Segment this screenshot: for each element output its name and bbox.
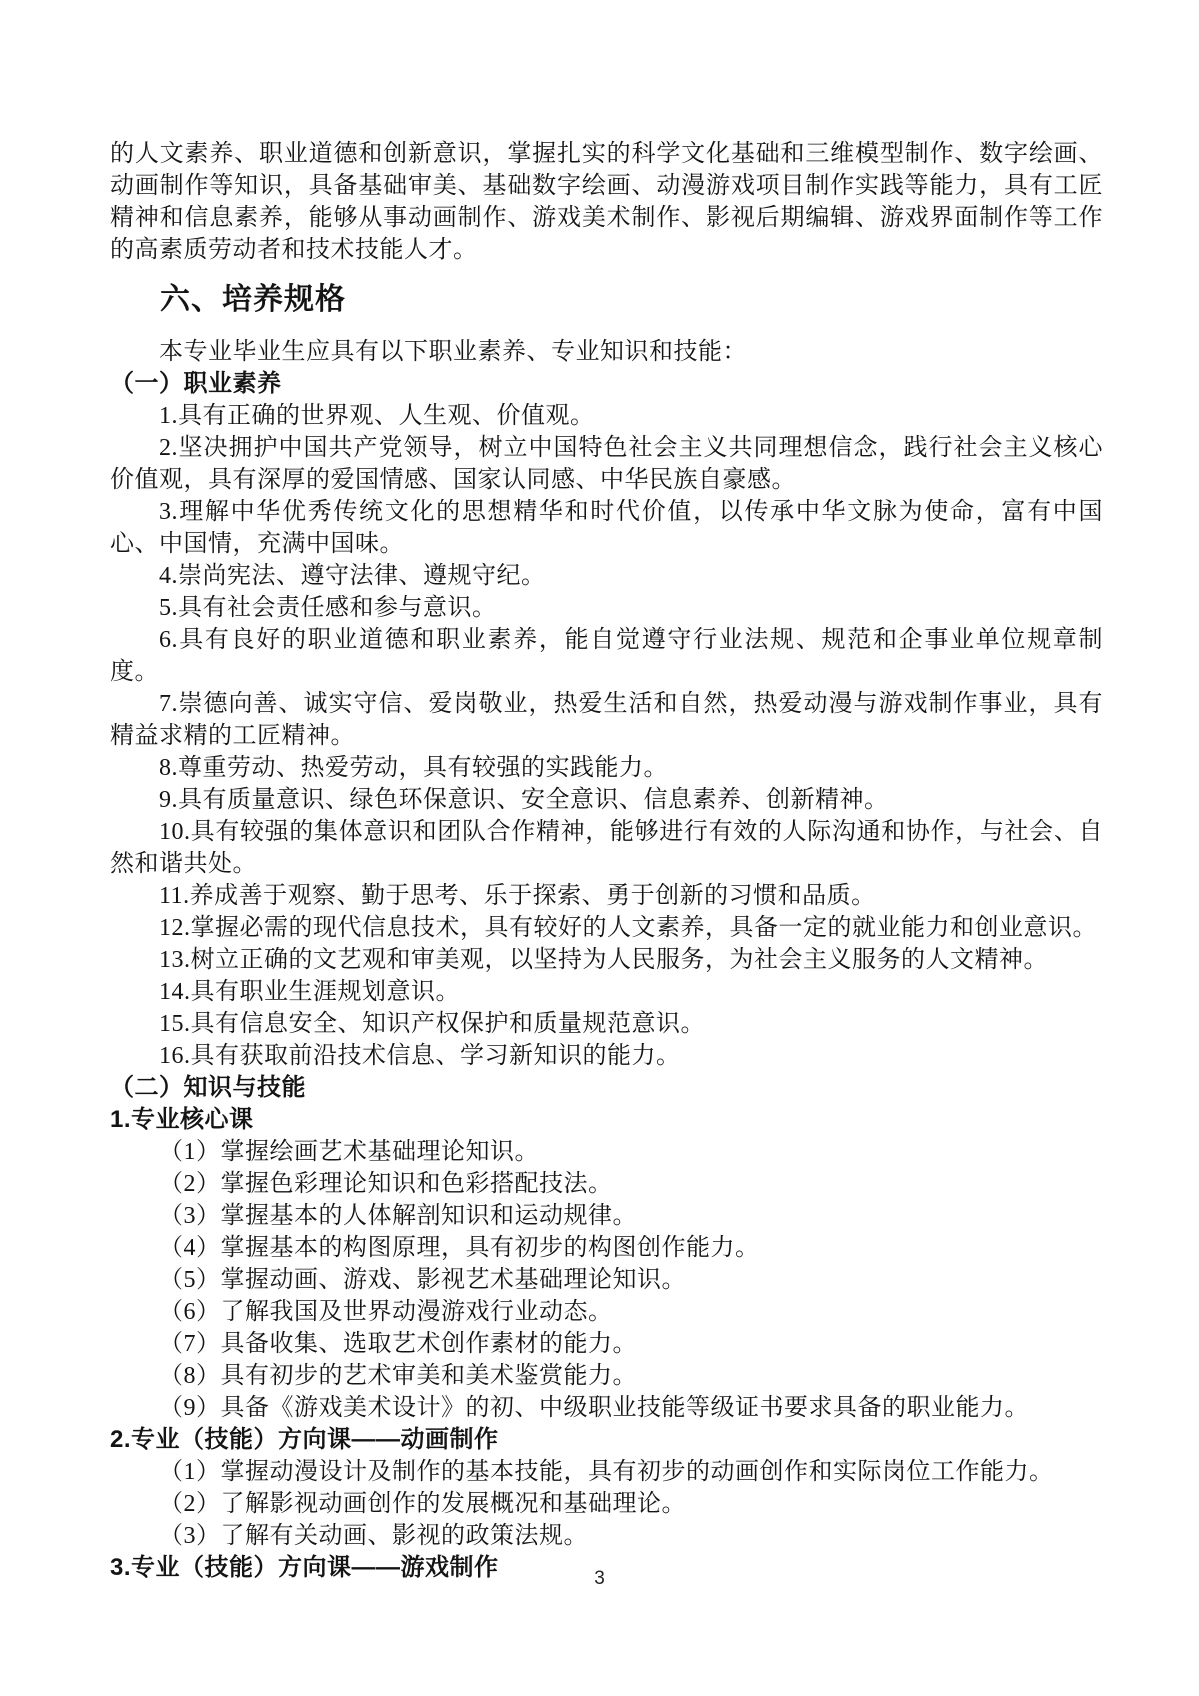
paragraph: 6.具有良好的职业道德和职业素养，能自觉遵守行业法规、规范和企事业单位规章制度。 [110,627,1103,685]
paragraph: （2）掌握色彩理论知识和色彩搭配技法。 [159,1171,613,1197]
paragraph: （7）具备收集、选取艺术创作素材的能力。 [159,1331,637,1357]
section-heading: 六、培养规格 [160,283,346,316]
paragraph: 10.具有较强的集体意识和团队合作精神，能够进行有效的人际沟通和协作，与社会、自然和谐共处。 [110,819,1103,877]
page-number: 3 [594,1568,605,1589]
paragraph: 14.具有职业生涯规划意识。 [159,979,460,1005]
paragraph: （2）了解影视动画创作的发展概况和基础理论。 [159,1491,686,1517]
paragraph: 13.树立正确的文艺观和审美观，以坚持为人民服务，为社会主义服务的人文精神。 [159,947,1048,973]
paragraph: （5）掌握动画、游戏、影视艺术基础理论知识。 [159,1267,686,1293]
paragraph: （1）掌握动漫设计及制作的基本技能，具有初步的动画创作和实际岗位工作能力。 [159,1459,1054,1485]
paragraph: 8.尊重劳动、热爱劳动，具有较强的实践能力。 [159,755,668,781]
paragraph: 12.掌握必需的现代信息技术，具有较好的人文素养，具备一定的就业能力和创业意识。 [159,915,1097,941]
paragraph: （3）了解有关动画、影视的政策法规。 [159,1523,588,1549]
paragraph: （4）掌握基本的构图原理，具有初步的构图创作能力。 [159,1235,760,1261]
paragraph: 4.崇尚宪法、遵守法律、遵规守纪。 [159,563,546,589]
course-group-heading: 3.专业（技能）方向课——游戏制作 [110,1554,499,1581]
paragraph: （9）具备《游戏美术设计》的初、中级职业技能等级证书要求具备的职业能力。 [159,1395,1029,1421]
paragraph: （3）掌握基本的人体解剖知识和运动规律。 [159,1203,637,1229]
paragraph: 15.具有信息安全、知识产权保护和质量规范意识。 [159,1011,705,1037]
paragraph: （8）具有初步的艺术审美和美术鉴赏能力。 [159,1363,637,1389]
paragraph: 11.养成善于观察、勤于思考、乐于探索、勇于创新的习惯和品质。 [159,883,876,909]
paragraph: 1.具有正确的世界观、人生观、价值观。 [159,403,595,429]
paragraph: 2.坚决拥护中国共产党领导，树立中国特色社会主义共同理想信念，践行社会主义核心价值观，具有深厚的爱国情感、国家认同感、中华民族自豪感。 [110,435,1103,493]
course-group-heading: 2.专业（技能）方向课——动画制作 [110,1426,499,1453]
paragraph: 16.具有获取前沿技术信息、学习新知识的能力。 [159,1043,681,1069]
subsection-heading: （二）知识与技能 [110,1074,306,1101]
paragraph: （1）掌握绘画艺术基础理论知识。 [159,1139,539,1165]
paragraph: 9.具有质量意识、绿色环保意识、安全意识、信息素养、创新精神。 [159,787,889,813]
paragraph: 本专业毕业生应具有以下职业素养、专业知识和技能： [159,339,747,365]
paragraph: 的人文素养、职业道德和创新意识，掌握扎实的科学文化基础和三维模型制作、数字绘画、动画制作等知识，具备基础审美、基础数字绘画、动漫游戏项目制作实践等能力，具有工匠精神和信息素养，能够从事动画制作、游戏美术制作、影视后期编辑、游戏界面制作等工作的高素质劳动者和技术技能人才。 [110,141,1103,263]
paragraph: 5.具有社会责任感和参与意识。 [159,595,497,621]
paragraph: 3.理解中华优秀传统文化的思想精华和时代价值，以传承中华文脉为使命，富有中国心、中国情，充满中国味。 [110,499,1103,557]
course-group-heading: 1.专业核心课 [110,1106,254,1133]
paragraph: （6）了解我国及世界动漫游戏行业动态。 [159,1299,613,1325]
subsection-heading: （一）职业素养 [110,370,282,397]
paragraph: 7.崇德向善、诚实守信、爱岗敬业，热爱生活和自然，热爱动漫与游戏制作事业，具有精益求精的工匠精神。 [110,691,1103,749]
